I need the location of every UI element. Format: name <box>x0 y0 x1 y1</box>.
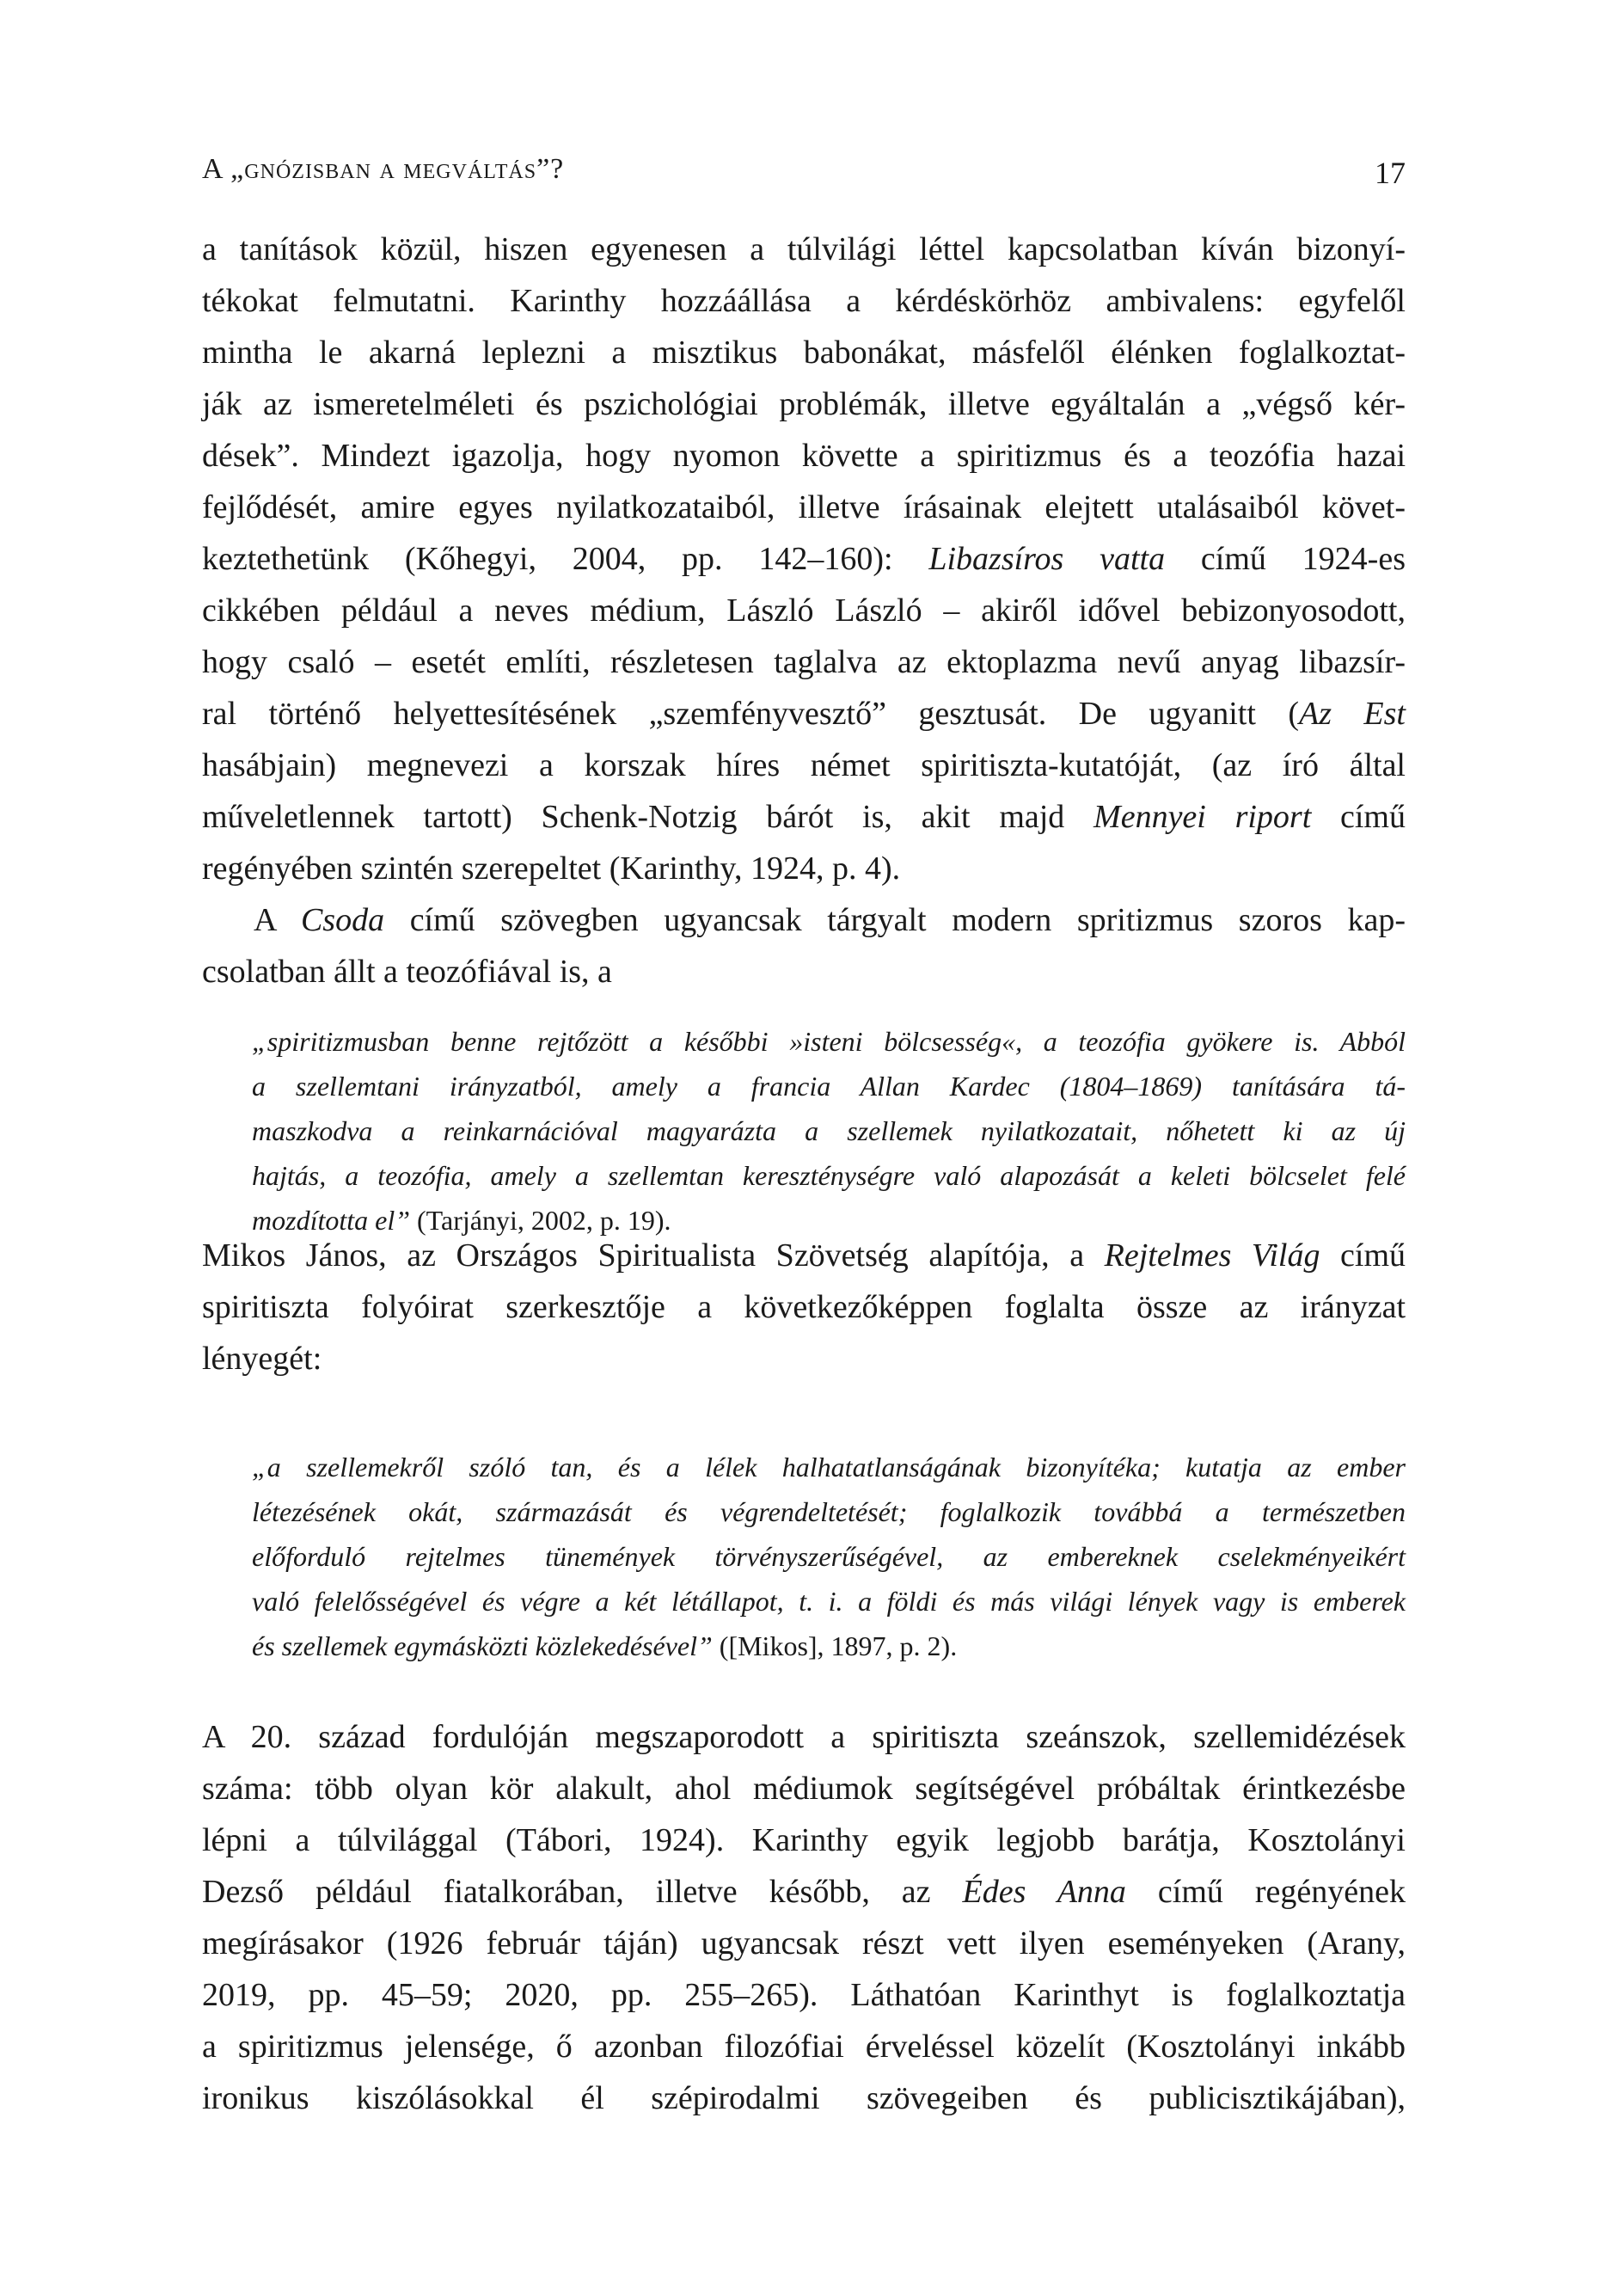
text-span: keztethetünk (Kőhegyi, 2004, pp. 142–160): <box>202 541 929 577</box>
text-span: Dezső például fiatalkorában, illetve később, az <box>202 1874 963 1910</box>
text-line: cikkében például a neves médium, László László – akiről idővel bebizonyosodott, <box>202 592 1406 629</box>
text-line: száma: több olyan kör alakult, ahol médiumok segítségével próbáltak érintkezésbe <box>202 1771 1406 1807</box>
text-line: spiritiszta folyóirat szerkesztője a következőképpen foglalta össze az irányzat <box>202 1289 1406 1325</box>
text-line: megírásakor (1926 február táján) ugyancsak részt vett ilyen eseményeken (Arany, <box>202 1925 1406 1961</box>
text-span: és szellemek egymásközti közlekedésével” <box>252 1630 713 1661</box>
novel-title: Édes Anna <box>962 1874 1126 1910</box>
running-head-suffix: ”? <box>536 153 565 185</box>
quote-line: előforduló rejtelmes tünemények törvényszerűségével, az embereknek cselekményeikért <box>252 1541 1406 1572</box>
running-head-prefix: A „ <box>202 153 245 185</box>
text-span: Mikos János, az Országos Spiritualista Szövetség alapítója, a <box>202 1237 1105 1274</box>
quote-line: „spiritizmusban benne rejtőzött a későbbi »isteni bölcsesség«, a teozófia gyökere is. Abból <box>252 1026 1406 1057</box>
text-line: regényében szintén szerepeltet (Karinthy, 1924, p. 4). <box>202 850 901 887</box>
quote-line: „a szellemekről szóló tan, és a lélek halhatatlanságának bizonyítéka; kutatja az ember <box>252 1452 1406 1483</box>
citation: ([Mikos], 1897, p. 2). <box>712 1630 958 1661</box>
text-line <box>202 791 1406 843</box>
quote-line: a szellemtani irányzatból, amely a francia Allan Kardec (1804–1869) tanítására tá- <box>252 1071 1406 1102</box>
text-line: a spiritizmus jelensége, ő azonban filozófiai érveléssel közelít (Kosztolányi inkább <box>202 2029 1406 2065</box>
quote-line: maszkodva a reinkarnációval magyarázta a szellemek nyilatkozatait, nőhetett ki az új <box>252 1115 1406 1146</box>
text-line <box>202 688 1406 740</box>
text-span: című <box>1320 1237 1406 1274</box>
text-line: ironikus kiszólásokkal él szépirodalmi szövegeiben és publicisztikájában), <box>202 2080 1406 2116</box>
paragraph-1 <box>202 224 1406 894</box>
text-span: című <box>1311 799 1406 835</box>
quote-line: létezésének okát, származását és végrendeltetését; foglalkozik továbbá a természetben <box>252 1496 1406 1527</box>
novel-title: Mennyei riport <box>1093 799 1312 835</box>
text-line <box>202 533 1406 585</box>
text-line: mintha le akarná leplezni a misztikus babonákat, másfelől élénken foglalkoztat- <box>202 335 1406 371</box>
journal-title: Rejtelmes Világ <box>1104 1237 1320 1274</box>
running-head <box>202 153 1406 196</box>
text-line: hasábjain) megnevezi a korszak híres német spiritiszta-kutatóját, (az író által <box>202 747 1406 783</box>
text-line: csolatban állt a teozófiával is, a <box>202 954 612 990</box>
page-number: 17 <box>1375 156 1406 190</box>
text-span: ral történő helyettesítésének „szemfényvesztő” gesztusát. De ugyanitt ( <box>202 696 1299 732</box>
quote-line: hajtás, a teozófia, amely a szellemtan kereszténységre való alapozását a keleti bölcselet felé <box>252 1160 1406 1191</box>
text-span: A <box>254 902 301 938</box>
text-span: mozdította el” <box>252 1205 411 1236</box>
block-quote-1 <box>252 1019 1406 1243</box>
text-line: tékokat felmutatni. Karinthy hozzáállása a kérdéskörhöz ambivalens: egyfelől <box>202 283 1406 319</box>
text-line: hogy csaló – esetét említi, részletesen taglalva az ektoplazma nevű anyag libazsír- <box>202 644 1406 680</box>
text-line: 2019, pp. 45–59; 2020, pp. 255–265). Láthatóan Karinthyt is foglalkoztatja <box>202 1977 1406 2013</box>
text-span: című 1924-es <box>1165 541 1406 577</box>
text-line: A 20. század fordulóján megszaporodott a spiritiszta szeánszok, szellemidézések <box>202 1719 1406 1755</box>
text-line: ják az ismeretelméleti és pszichológiai problémák, illetve egyáltalán a „végső kér- <box>202 386 1406 422</box>
paragraph-3 <box>202 1230 1406 1384</box>
text-line <box>202 1230 1406 1281</box>
newspaper-title: Az Est <box>1299 696 1406 732</box>
running-head-title <box>202 153 564 186</box>
text-line <box>202 1866 1406 1918</box>
running-head-smallcaps: gnózisban a megváltás <box>244 153 537 185</box>
citation: (Tarjányi, 2002, p. 19). <box>410 1205 671 1236</box>
work-title: Csoda <box>300 902 385 938</box>
text-span: műveletlennek tartott) Schenk-Notzig bárót is, akit majd <box>202 799 1094 835</box>
block-quote-2 <box>252 1445 1406 1668</box>
text-line: dések”. Mindezt igazolja, hogy nyomon követte a spiritizmus és a teozófia hazai <box>202 438 1406 474</box>
text-span: című regényének <box>1125 1874 1406 1910</box>
paragraph-4 <box>202 1711 1406 2124</box>
text-line: a tanítások közül, hiszen egyenesen a túlvilági léttel kapcsolatban kíván bizonyí- <box>202 231 1406 267</box>
text-span: című szövegben ugyancsak tárgyalt modern spritizmus szoros kap- <box>384 902 1406 938</box>
text-line: lépni a túlvilággal (Tábori, 1924). Karinthy egyik legjobb barátja, Kosztolányi <box>202 1822 1406 1858</box>
article-title: Libazsíros vatta <box>928 541 1166 577</box>
text-line: fejlődését, amire egyes nyilatkozataiból, illetve írásainak elejtett utalásaiból követ- <box>202 489 1406 525</box>
paragraph-2 <box>202 894 1406 998</box>
quote-line <box>252 1624 1406 1668</box>
text-line: lényegét: <box>202 1341 322 1377</box>
text-line <box>202 894 1406 946</box>
quote-line: való felelősségével és végre a két létállapot, t. i. a földi és más világi lények vagy is emberek <box>252 1586 1406 1617</box>
